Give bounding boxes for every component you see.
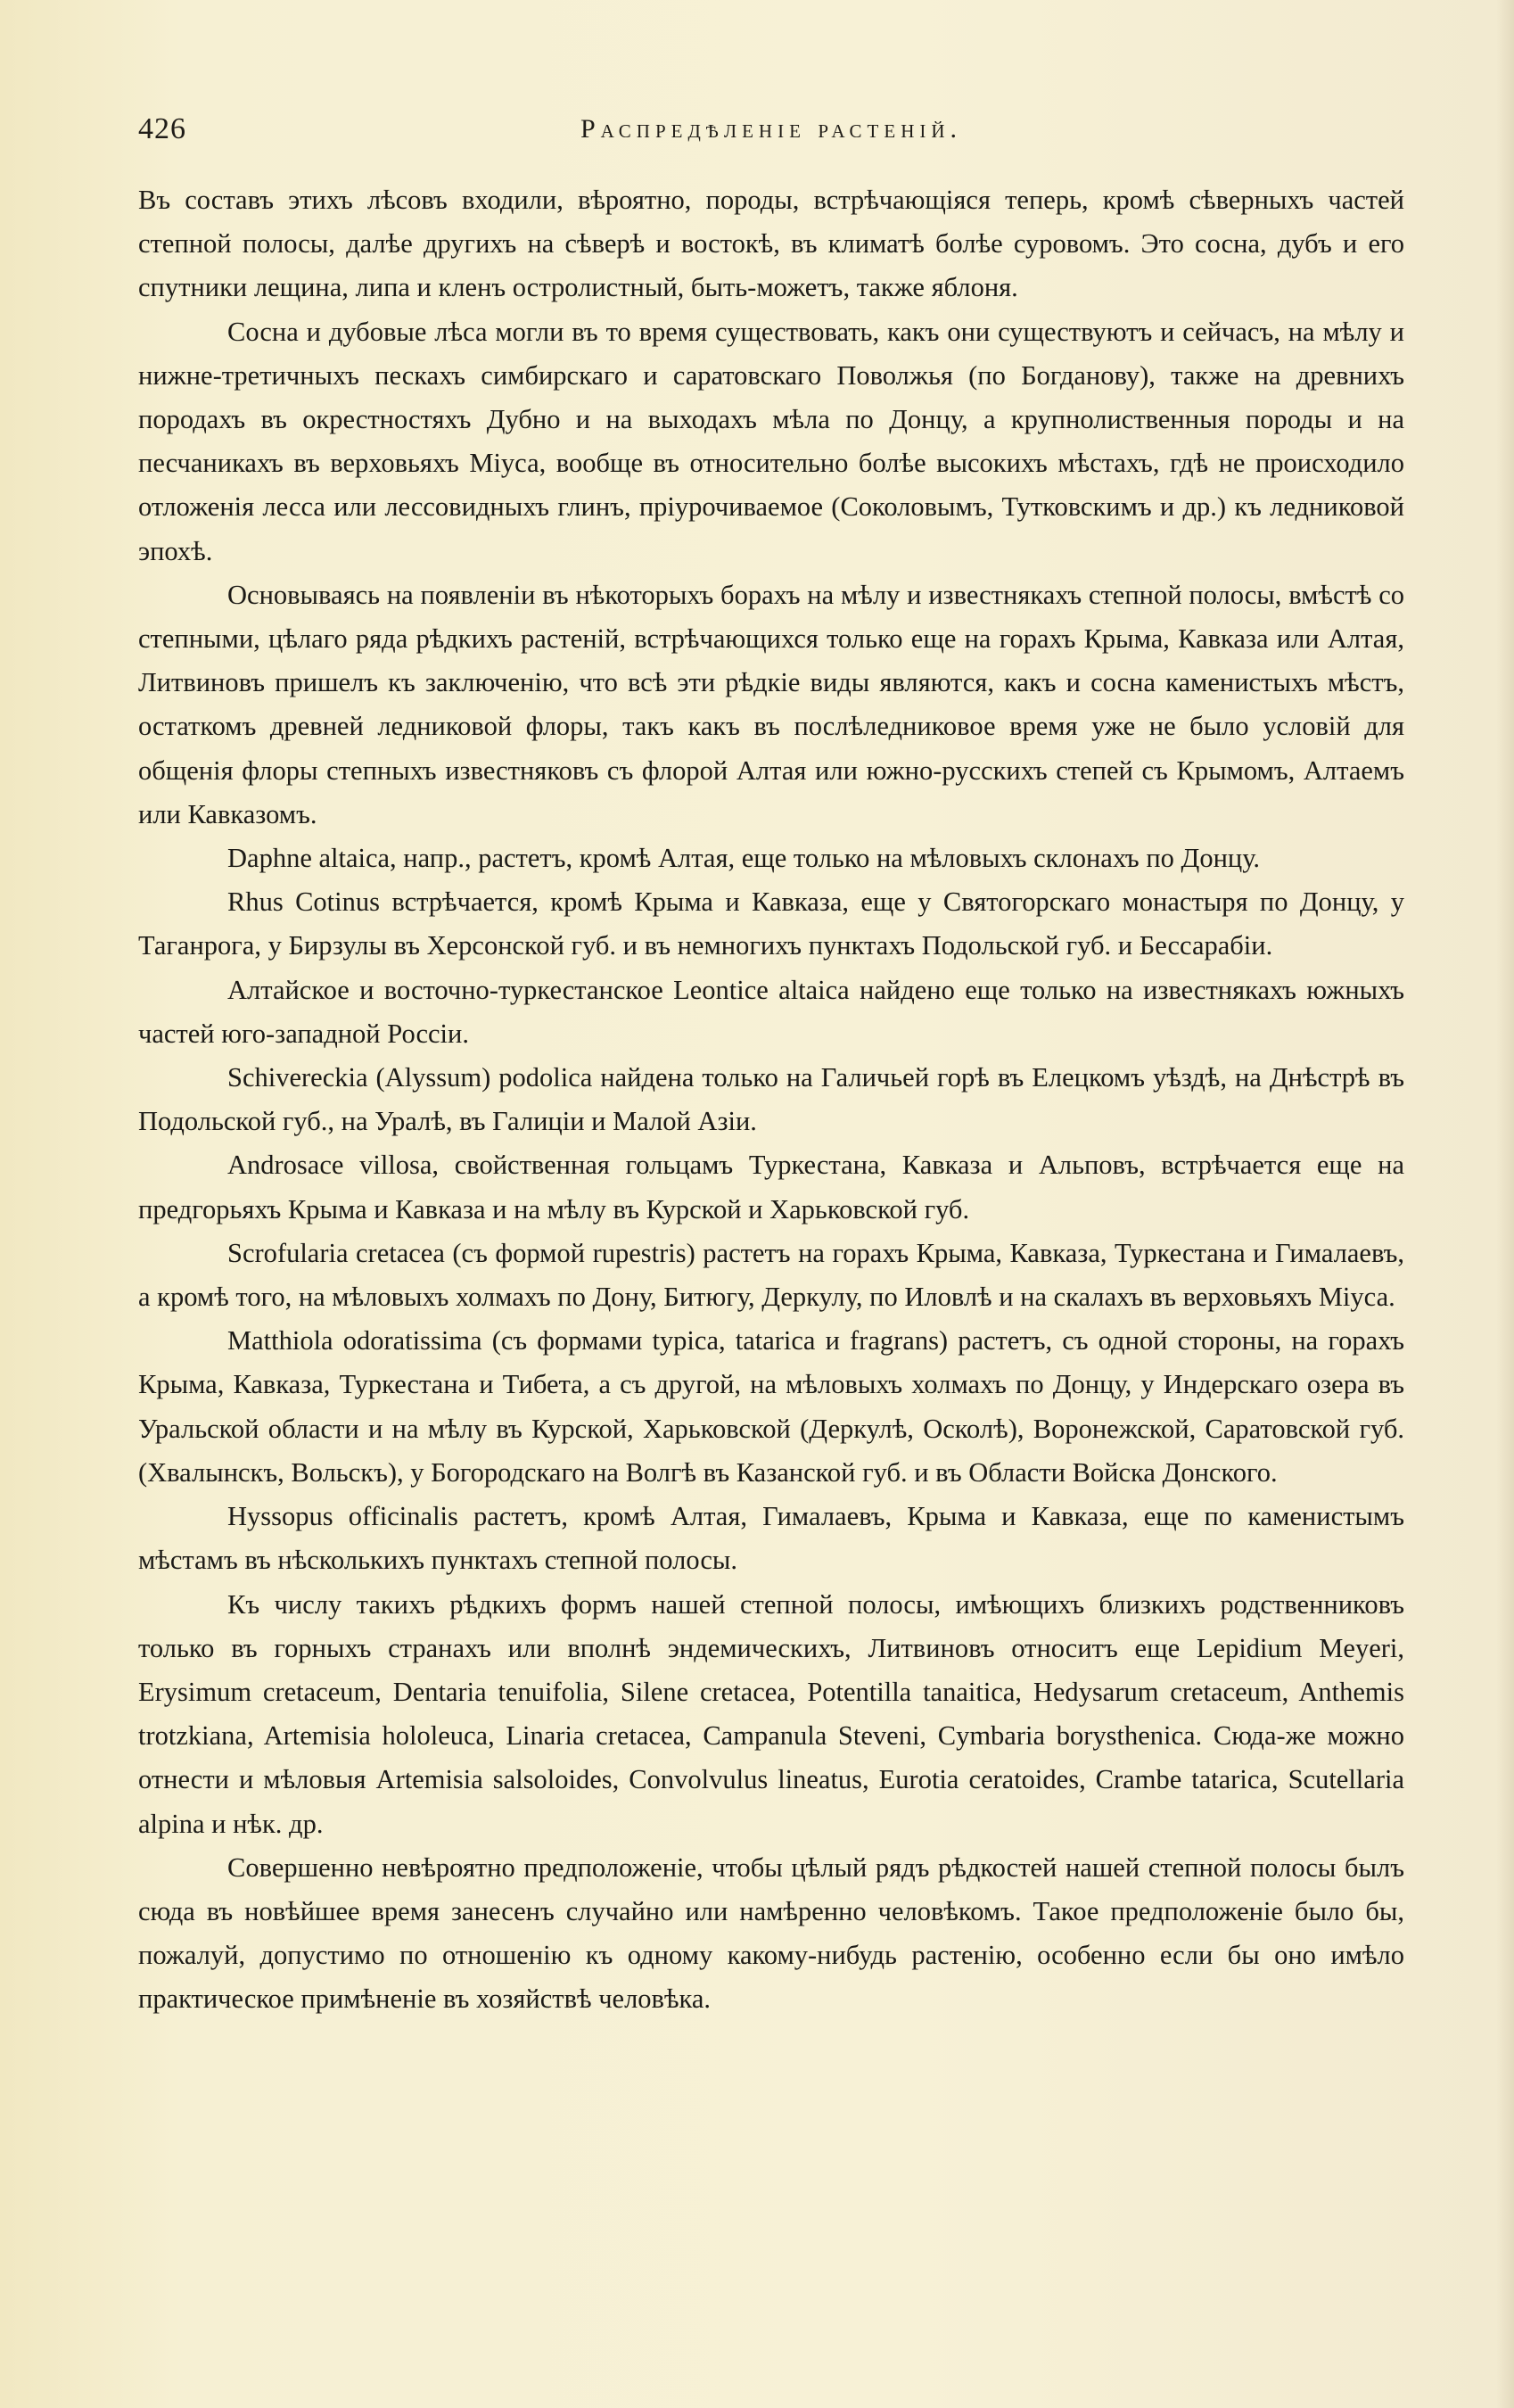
page-number: 426 — [138, 112, 186, 145]
paragraph-daphne-altaica: Daphne altaica, напр., растетъ, кромѣ Алтая, еще только на мѣловыхъ склонахъ по Донцу. — [227, 843, 1261, 874]
paragraph-rare-endemic-forms: Къ числу такихъ рѣдкихъ формъ нашей степной полосы, имѣющихъ близкихъ родственниковъ только въ горныхъ странахъ или вполнѣ эндемическихъ, Литвиновъ относитъ еще Lepidium Meyeri, Erysimum cretaceum, Dentaria tenuifolia, Silene cretacea, Potentilla tanaitica, Hedysarum cretaceum, Anthemis trotzkiana, Artemisia hololeuca, Linaria cretacea, Campanula Steveni, Cymbaria borysthenica. Сюда-же можно отнести и мѣловыя Artemisia salsoloides, Convolvulus lineatus, Eurotia ceratoides, Crambe tatarica, Scutellaria alpina и нѣк. др. — [138, 1588, 1404, 1839]
paragraph-leontice-altaica: Алтайское и восточно-туркестанское Leontice altaica найдено еще только на известнякахъ южныхъ частей юго-западной Россіи. — [138, 974, 1404, 1049]
paragraph-forest-composition: Въ составъ этихъ лѣсовъ входили, вѣроятно, породы, встрѣчающіяся теперь, кромѣ сѣверныхъ частей степной полосы, далѣе другихъ на сѣверѣ и востокѣ, въ климатѣ болѣе суровомъ. Это сосна, дубъ и его спутники лещина, липа и кленъ остролистный, быть-можетъ, также яблоня. — [138, 185, 1404, 303]
paragraph-human-introduction: Совершенно невѣроятно предположеніе, чтобы цѣлый рядъ рѣдкостей нашей степной полосы былъ сюда въ новѣйшее время занесенъ случайно или намѣренно человѣкомъ. Такое предположеніе было бы, пожалуй, допустимо по отношенію къ одному какому-нибудь растенію, особенно если бы оно имѣло практическое примѣненіе въ хозяйствѣ человѣка. — [138, 1851, 1404, 2015]
body-text — [138, 178, 1404, 2022]
paragraph-hyssopus-officinalis: Hyssopus officinalis растетъ, кромѣ Алтая, Гималаевъ, Крыма и Кавказа, еще по каменистымъ мѣстамъ въ нѣсколькихъ пунктахъ степной полосы. — [138, 1501, 1404, 1576]
paragraph-androsace-villosa: Androsace villosa, свойственная гольцамъ Туркестана, Кавказа и Альповъ, встрѣчается еще на предгорьяхъ Крыма и Кавказа и на мѣлу въ Курской и Харьковской губ. — [138, 1150, 1404, 1225]
page-edge-shadow — [1496, 0, 1514, 2408]
paragraph-pine-oak-forests: Сосна и дубовые лѣса могли въ то время существовать, какъ они существуютъ и сейчасъ, на мѣлу и нижне-третичныхъ пескахъ симбирскаго и саратовскаго Поволжья (по Богданову), также на древнихъ породахъ въ окрестностяхъ Дубно и на выходахъ мѣла по Донцу, а крупнолиственныя породы и на песчаникахъ въ верховьяхъ Міуса, вообще въ относительно болѣе высокихъ мѣстахъ, гдѣ не происходило отложенія лесса или лессовидныхъ глинъ, пріурочиваемое (Соколовымъ, Тутковскимъ и др.) къ ледниковой эпохѣ. — [138, 316, 1404, 566]
paragraph-schivereckia-podolica: Schivereckia (Alyssum) podolica найдена только на Галичьей горѣ въ Елецкомъ уѣздѣ, на Днѣстрѣ въ Подольской губ., на Уралѣ, въ Галиціи и Малой Азіи. — [138, 1062, 1404, 1137]
paragraph-scrofularia-cretacea: Scrofularia cretacea (съ формой rupestris) растетъ на горахъ Крыма, Кавказа, Туркестана и Гималаевъ, а кромѣ того, на мѣловыхъ холмахъ по Дону, Битюгу, Деркулу, по Иловлѣ и на скалахъ въ верховьяхъ Міуса. — [138, 1237, 1404, 1313]
page-header — [138, 112, 1404, 157]
paragraph-litvinov-glacial-flora: Основываясь на появленіи въ нѣкоторыхъ борахъ на мѣлу и известнякахъ степной полосы, вмѣстѣ со степными, цѣлаго ряда рѣдкихъ растеній, встрѣчающихся только еще на горахъ Крыма, Кавказа или Алтая, Литвиновъ пришелъ къ заключенію, что всѣ эти рѣдкіе виды являются, какъ и сосна каменистыхъ мѣстъ, остаткомъ древней ледниковой флоры, такъ какъ въ послѣледниковое время уже не было условій для общенія флоры степныхъ известняковъ съ флорой Алтая или южно-русскихъ степей съ Крымомъ, Алтаемъ или Кавказомъ. — [138, 579, 1404, 829]
paragraph-matthiola-odoratissima: Matthiola odoratissima (съ формами typica, tatarica и fragrans) растетъ, съ одной стороны, на горахъ Крыма, Кавказа, Туркестана и Тибета, а съ другой, на мѣловыхъ холмахъ по Донцу, у Индерскаго озера въ Уральской области и на мѣлу въ Курской, Харьковской (Деркулѣ, Осколѣ), Воронежской, Саратовской губ. (Хвалынскъ, Вольскъ), у Богородскаго на Волгѣ въ Казанской губ. и въ Области Войска Донского. — [138, 1325, 1404, 1488]
running-title: Распредѣленіе растеній. — [580, 114, 963, 144]
paragraph-rhus-cotinus: Rhus Cotinus встрѣчается, кромѣ Крыма и Кавказа, еще у Святогорскаго монастыря по Донцу, у Таганрога, у Бирзулы въ Херсонской губ. и въ немногихъ пунктахъ Подольской губ. и Бессарабіи. — [138, 887, 1404, 961]
